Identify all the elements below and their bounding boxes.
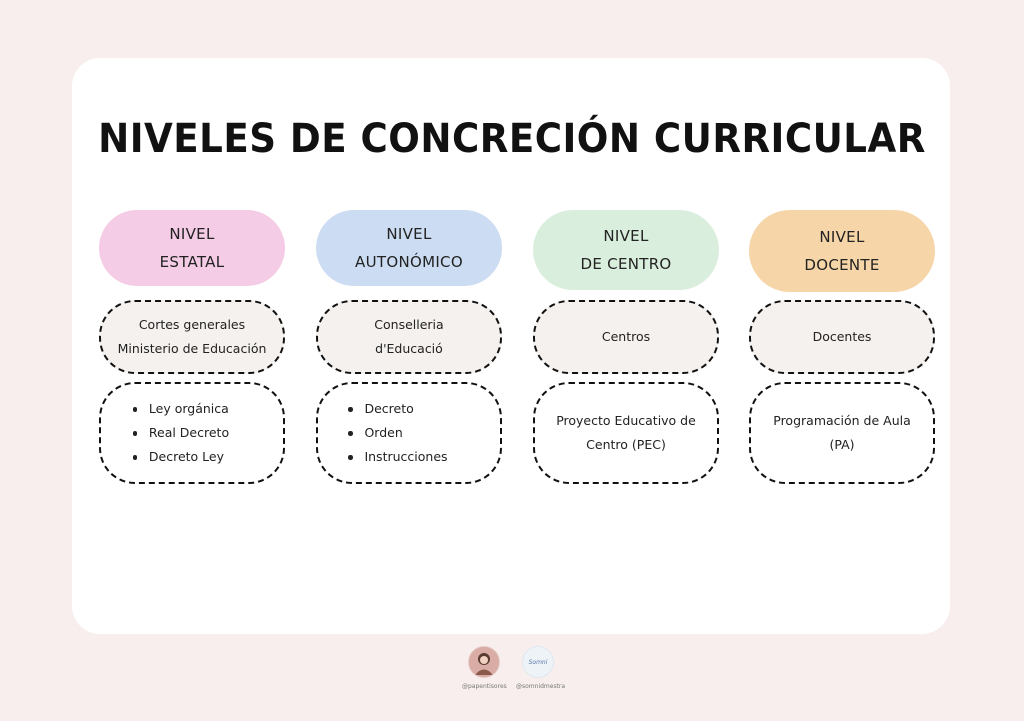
level-docente-documents-box	[749, 382, 935, 484]
document-line: Centro (PEC)	[586, 437, 666, 452]
list-item: Decreto Ley	[133, 445, 229, 469]
author-avatar-icon	[468, 646, 500, 678]
authority-line: Centros	[601, 329, 651, 344]
header-line: ESTATAL	[159, 253, 225, 271]
level-docente-authority-box	[749, 300, 935, 374]
author-handle-1: @papentisores	[462, 683, 507, 690]
level-docente-column	[749, 210, 935, 452]
level-centro-documents-box	[533, 382, 719, 484]
page-title: NIVELES DE CONCRECIÓN CURRICULAR	[98, 116, 926, 162]
authority-line: d'Educació	[375, 341, 443, 356]
level-centro-header	[533, 210, 719, 290]
logo-text: Somni	[528, 658, 548, 666]
document-line: Programación de Aula	[773, 413, 911, 428]
header-line: NIVEL	[169, 225, 215, 243]
somni-logo-icon	[522, 646, 554, 678]
authority-line: Cortes generales	[138, 317, 246, 332]
level-docente-header	[749, 210, 935, 292]
list-item: Orden	[348, 421, 447, 445]
level-estatal-column	[99, 210, 285, 464]
authority-line: Conselleria	[374, 317, 444, 332]
level-autonomico-documents-box	[316, 382, 502, 484]
authority-line: Ministerio de Educación	[117, 341, 267, 356]
document-line: Proyecto Educativo de	[556, 413, 696, 428]
header-line: AUTONÓMICO	[355, 253, 463, 271]
header-line: DE CENTRO	[580, 255, 672, 273]
level-estatal-documents-box	[99, 382, 285, 484]
person-icon	[469, 647, 499, 677]
list-item: Real Decreto	[133, 421, 229, 445]
header-line: NIVEL	[386, 225, 432, 243]
list-item: Decreto	[348, 397, 447, 421]
list-item: Ley orgánica	[133, 397, 229, 421]
header-line: NIVEL	[603, 227, 649, 245]
list-item: Instrucciones	[348, 445, 447, 469]
level-autonomico-header	[316, 210, 502, 286]
document-line: (PA)	[829, 437, 855, 452]
level-centro-column	[533, 210, 719, 452]
documents-list	[330, 397, 447, 469]
level-autonomico-authority-box	[316, 300, 502, 374]
header-line: DOCENTE	[804, 256, 880, 274]
level-estatal-header	[99, 210, 285, 286]
documents-list	[115, 397, 229, 469]
level-centro-authority-box	[533, 300, 719, 374]
header-line: NIVEL	[819, 228, 865, 246]
level-autonomico-column	[316, 210, 502, 464]
level-estatal-authority-box	[99, 300, 285, 374]
footer	[0, 646, 1024, 706]
authority-line: Docentes	[812, 329, 872, 344]
author-handle-2: @somnidmestra	[516, 683, 566, 690]
